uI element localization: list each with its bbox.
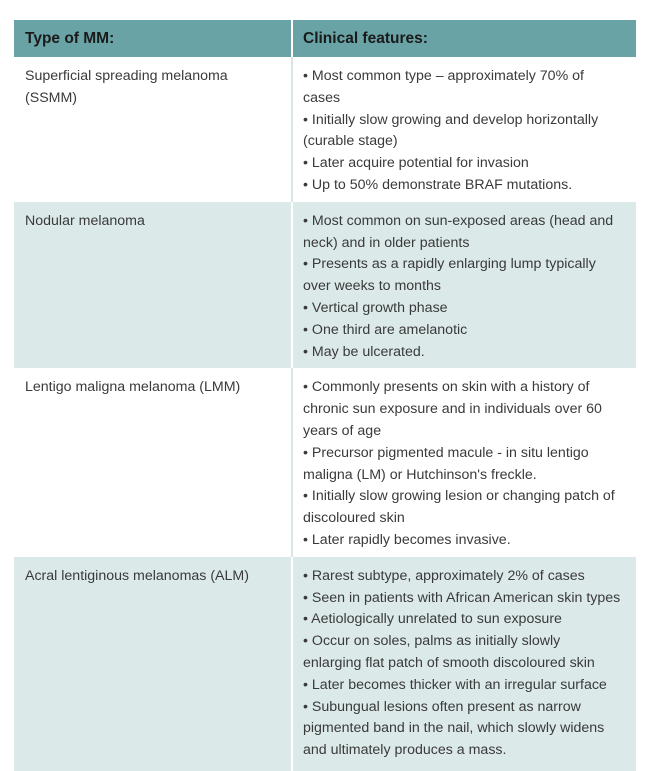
table-row-alm [14,557,636,771]
melanoma-types-table [14,20,636,771]
feature-item: • Later rapidly becomes invasive. [303,531,511,548]
feature-item: • May be ulcerated. [303,343,425,360]
table-row-nodular [14,202,636,369]
feature-item: • Presents as a rapidly enlarging lump typically over weeks to months [303,256,596,295]
features-cell [292,368,636,556]
features-cell [292,57,636,202]
feature-item: • Initially slow growing and develop horizontally (curable stage) [303,111,599,150]
feature-item: • Rarest subtype, approximately 2% of cases [303,567,585,584]
type-cell: Nodular melanoma [14,202,292,369]
feature-item: • Most common on sun-exposed areas (head and neck) and in older patients [303,212,614,251]
feature-item: • Subungual lesions often present as narrow pigmented band in the nail, which slowly widens and ultimately produces a mass. [303,698,605,759]
features-cell [292,557,636,771]
feature-item: • One third are amelanotic [303,321,468,338]
feature-item: • Precursor pigmented macule - in situ lentigo maligna (LM) or Hutchinson's freckle. [303,444,589,483]
feature-item: • Commonly presents on skin with a history of chronic sun exposure and in individuals over 60 years of age [303,379,602,439]
feature-item: • Seen in patients with African American skin types [303,589,621,606]
feature-item: • Later becomes thicker with an irregular surface [303,676,607,693]
feature-item: • Occur on soles, palms as initially slowly enlarging flat patch of smooth discoloured skin [303,633,595,671]
feature-item: • Up to 50% demonstrate BRAF mutations. [303,176,573,193]
header-clinical-features: Clinical features: [292,21,636,58]
features-cell [292,202,636,369]
feature-item: • Later acquire potential for invasion [303,155,529,172]
table-row-ssmm [14,57,636,202]
feature-item: • Most common type – approximately 70% of cases [303,68,584,106]
feature-item: • Aetiologically unrelated to sun exposure [303,611,562,628]
feature-item: • Initially slow growing lesion or changing patch of discoloured skin [303,488,615,527]
feature-item: • Vertical growth phase [303,299,448,316]
type-cell: Acral lentiginous melanomas (ALM) [14,557,292,771]
header-type-of-mm: Type of MM: [14,21,292,58]
table-row-lmm [14,368,636,556]
table-header-row [14,21,636,58]
type-cell: Superficial spreading melanoma (SSMM) [14,57,292,202]
type-cell: Lentigo maligna melanoma (LMM) [14,368,292,556]
